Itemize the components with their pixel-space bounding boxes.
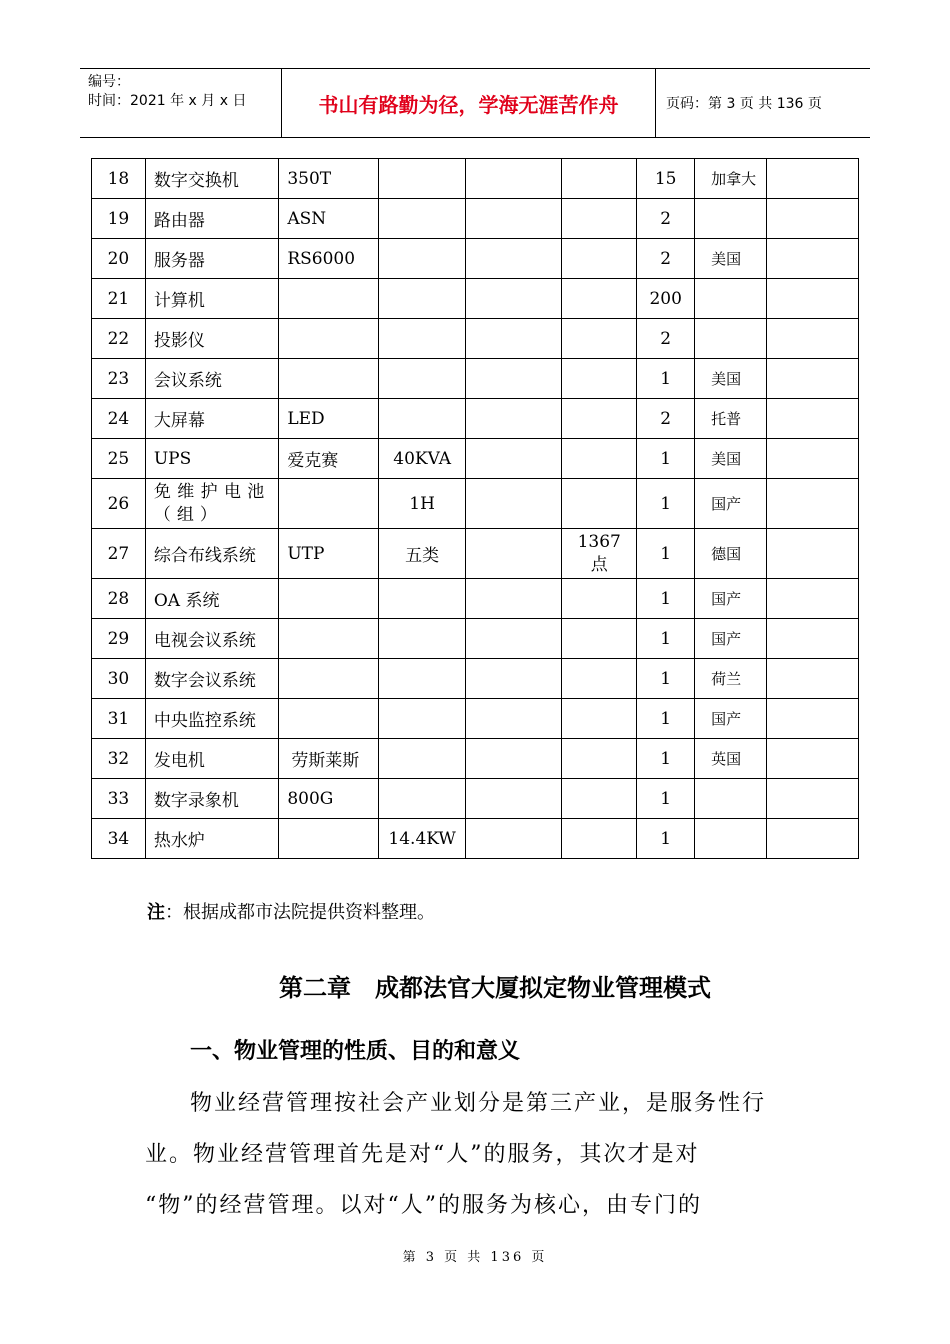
- cell-spec: 40KVA: [379, 439, 466, 479]
- cell-origin: 美国: [695, 439, 767, 479]
- cell-blank: [466, 699, 562, 739]
- cell-spec: [379, 619, 466, 659]
- cell-origin: [695, 779, 767, 819]
- cell-spec: [379, 159, 466, 199]
- table-row: [92, 199, 859, 239]
- cell-points: [562, 159, 637, 199]
- equipment-table: [91, 158, 859, 859]
- cell-blank: [466, 739, 562, 779]
- cell-blank: [766, 319, 858, 359]
- cell-quantity: 200: [637, 279, 695, 319]
- cell-points: [562, 739, 637, 779]
- cell-origin: 国产: [695, 479, 767, 529]
- body-paragraph: [145, 1078, 810, 1231]
- section-title: 一、物业管理的性质、目的和意义: [190, 1039, 521, 1064]
- cell-points: [562, 699, 637, 739]
- cell-model: [279, 619, 379, 659]
- cell-blank: [766, 199, 858, 239]
- cell-spec: [379, 659, 466, 699]
- cell-points: [562, 819, 637, 859]
- table-row: [92, 239, 859, 279]
- cell-points: [562, 319, 637, 359]
- cell-blank: [466, 399, 562, 439]
- chapter-title: 第二章 成都法官大厦拟定物业管理模式: [279, 974, 711, 1002]
- cell-quantity: 1: [637, 529, 695, 579]
- cell-origin: [695, 319, 767, 359]
- cell-equipment-name: 免维护电池（组）: [145, 479, 278, 529]
- cell-blank: [766, 739, 858, 779]
- cell-equipment-name: 会议系统: [145, 359, 278, 399]
- cell-blank: [766, 619, 858, 659]
- note-text: ：根据成都市法院提供资料整理。: [165, 902, 435, 923]
- cell-quantity: 1: [637, 439, 695, 479]
- cell-points: [562, 399, 637, 439]
- table-row: [92, 529, 859, 579]
- cell-origin: 美国: [695, 239, 767, 279]
- table-row: [92, 659, 859, 699]
- cell-origin: [695, 199, 767, 239]
- table-row: [92, 699, 859, 739]
- cell-number: 22: [92, 319, 146, 359]
- cell-model: [279, 699, 379, 739]
- cell-quantity: 1: [637, 579, 695, 619]
- cell-blank: [766, 439, 858, 479]
- cell-model: 爱克赛: [279, 439, 379, 479]
- note-label: 注: [147, 902, 165, 923]
- cell-spec: 1H: [379, 479, 466, 529]
- cell-blank: [466, 619, 562, 659]
- cell-spec: [379, 579, 466, 619]
- cell-equipment-name: 热水炉: [145, 819, 278, 859]
- cell-blank: [466, 529, 562, 579]
- cell-number: 23: [92, 359, 146, 399]
- cell-equipment-name: UPS: [145, 439, 278, 479]
- cell-spec: [379, 399, 466, 439]
- cell-equipment-name: 中央监控系统: [145, 699, 278, 739]
- cell-blank: [766, 529, 858, 579]
- cell-points: [562, 279, 637, 319]
- cell-points: [562, 659, 637, 699]
- cell-spec: [379, 279, 466, 319]
- cell-origin: 国产: [695, 699, 767, 739]
- cell-blank: [466, 819, 562, 859]
- cell-blank: [466, 579, 562, 619]
- table-note: [147, 898, 435, 924]
- cell-points: [562, 779, 637, 819]
- cell-model: [279, 579, 379, 619]
- table-row: [92, 779, 859, 819]
- table-row: [92, 579, 859, 619]
- document-date: 时间：2021 年 x 月 x 日: [88, 93, 247, 109]
- header-meta: [80, 69, 282, 137]
- cell-origin: 德国: [695, 529, 767, 579]
- cell-number: 28: [92, 579, 146, 619]
- cell-number: 32: [92, 739, 146, 779]
- cell-model: [279, 279, 379, 319]
- cell-spec: [379, 239, 466, 279]
- cell-blank: [466, 319, 562, 359]
- cell-quantity: 1: [637, 739, 695, 779]
- cell-equipment-name: 计算机: [145, 279, 278, 319]
- table-row: [92, 279, 859, 319]
- cell-number: 29: [92, 619, 146, 659]
- cell-blank: [766, 579, 858, 619]
- header-page-info: 页码：第 3 页 共 136 页: [666, 96, 822, 112]
- cell-blank: [766, 399, 858, 439]
- cell-blank: [766, 659, 858, 699]
- cell-model: [279, 359, 379, 399]
- cell-number: 24: [92, 399, 146, 439]
- cell-spec: [379, 199, 466, 239]
- cell-points: 1367点: [562, 529, 637, 579]
- cell-origin: 美国: [695, 359, 767, 399]
- cell-points: [562, 579, 637, 619]
- cell-equipment-name: 综合布线系统: [145, 529, 278, 579]
- cell-model: [279, 819, 379, 859]
- cell-equipment-name: 投影仪: [145, 319, 278, 359]
- cell-origin: 英国: [695, 739, 767, 779]
- cell-blank: [766, 699, 858, 739]
- cell-number: 34: [92, 819, 146, 859]
- cell-blank: [466, 479, 562, 529]
- header-motto: 书山有路勤为径，学海无涯苦作舟: [282, 69, 656, 137]
- paragraph-line: “物”的经营管理。以对“人”的服务为核心，由专门的: [145, 1193, 702, 1218]
- cell-number: 21: [92, 279, 146, 319]
- cell-quantity: 1: [637, 359, 695, 399]
- cell-origin: [695, 819, 767, 859]
- cell-origin: 国产: [695, 579, 767, 619]
- cell-quantity: 1: [637, 779, 695, 819]
- document-number-label: 编号：: [88, 74, 130, 90]
- cell-equipment-name: 电视会议系统: [145, 619, 278, 659]
- cell-spec: [379, 699, 466, 739]
- table-row: [92, 819, 859, 859]
- cell-model: UTP: [279, 529, 379, 579]
- cell-quantity: 2: [637, 199, 695, 239]
- cell-blank: [766, 239, 858, 279]
- cell-spec: [379, 319, 466, 359]
- cell-equipment-name: 数字交换机: [145, 159, 278, 199]
- cell-equipment-name: 路由器: [145, 199, 278, 239]
- table-row: [92, 359, 859, 399]
- paragraph-line: 业。物业经营管理首先是对“人”的服务，其次才是对: [145, 1142, 700, 1167]
- cell-spec: [379, 779, 466, 819]
- cell-points: [562, 439, 637, 479]
- cell-quantity: 2: [637, 239, 695, 279]
- cell-model: LED: [279, 399, 379, 439]
- cell-number: 20: [92, 239, 146, 279]
- cell-equipment-name: OA 系统: [145, 579, 278, 619]
- cell-origin: 加拿大: [695, 159, 767, 199]
- cell-quantity: 2: [637, 399, 695, 439]
- cell-equipment-name: 服务器: [145, 239, 278, 279]
- cell-blank: [466, 279, 562, 319]
- cell-origin: [695, 279, 767, 319]
- cell-blank: [766, 159, 858, 199]
- page-header: [80, 68, 870, 138]
- cell-blank: [466, 239, 562, 279]
- cell-equipment-name: 数字会议系统: [145, 659, 278, 699]
- cell-equipment-name: 大屏幕: [145, 399, 278, 439]
- cell-spec: [379, 739, 466, 779]
- cell-quantity: 15: [637, 159, 695, 199]
- cell-quantity: 1: [637, 699, 695, 739]
- cell-origin: 荷兰: [695, 659, 767, 699]
- cell-quantity: 1: [637, 479, 695, 529]
- cell-origin: 托普: [695, 399, 767, 439]
- table-row: [92, 619, 859, 659]
- table-row: [92, 739, 859, 779]
- table-row: [92, 439, 859, 479]
- cell-blank: [766, 359, 858, 399]
- table-row: [92, 159, 859, 199]
- cell-number: 25: [92, 439, 146, 479]
- page-footer: 第 3 页 共 136 页: [402, 1250, 548, 1265]
- cell-spec: [379, 359, 466, 399]
- cell-blank: [766, 779, 858, 819]
- cell-model: RS6000: [279, 239, 379, 279]
- cell-spec: 五类: [379, 529, 466, 579]
- cell-model: 800G: [279, 779, 379, 819]
- cell-points: [562, 359, 637, 399]
- cell-blank: [466, 659, 562, 699]
- cell-blank: [466, 359, 562, 399]
- cell-blank: [466, 439, 562, 479]
- cell-blank: [466, 779, 562, 819]
- cell-points: [562, 619, 637, 659]
- cell-number: 33: [92, 779, 146, 819]
- cell-equipment-name: 发电机: [145, 739, 278, 779]
- cell-model: 劳斯莱斯: [279, 739, 379, 779]
- table-row: [92, 399, 859, 439]
- cell-model: [279, 319, 379, 359]
- cell-origin: 国产: [695, 619, 767, 659]
- table-row: [92, 479, 859, 529]
- cell-quantity: 1: [637, 659, 695, 699]
- cell-model: [279, 659, 379, 699]
- cell-model: 350T: [279, 159, 379, 199]
- cell-model: ASN: [279, 199, 379, 239]
- cell-quantity: 1: [637, 619, 695, 659]
- cell-blank: [466, 159, 562, 199]
- cell-quantity: 2: [637, 319, 695, 359]
- cell-number: 19: [92, 199, 146, 239]
- cell-number: 26: [92, 479, 146, 529]
- cell-spec: 14.4KW: [379, 819, 466, 859]
- cell-model: [279, 479, 379, 529]
- table-row: [92, 319, 859, 359]
- cell-number: 18: [92, 159, 146, 199]
- cell-number: 27: [92, 529, 146, 579]
- cell-blank: [766, 819, 858, 859]
- cell-equipment-name: 数字录象机: [145, 779, 278, 819]
- cell-blank: [766, 279, 858, 319]
- cell-points: [562, 239, 637, 279]
- cell-blank: [766, 479, 858, 529]
- cell-blank: [466, 199, 562, 239]
- cell-points: [562, 199, 637, 239]
- cell-quantity: 1: [637, 819, 695, 859]
- cell-number: 30: [92, 659, 146, 699]
- paragraph-line: 物业经营管理按社会产业划分是第三产业，是服务性行: [190, 1091, 767, 1116]
- cell-number: 31: [92, 699, 146, 739]
- cell-points: [562, 479, 637, 529]
